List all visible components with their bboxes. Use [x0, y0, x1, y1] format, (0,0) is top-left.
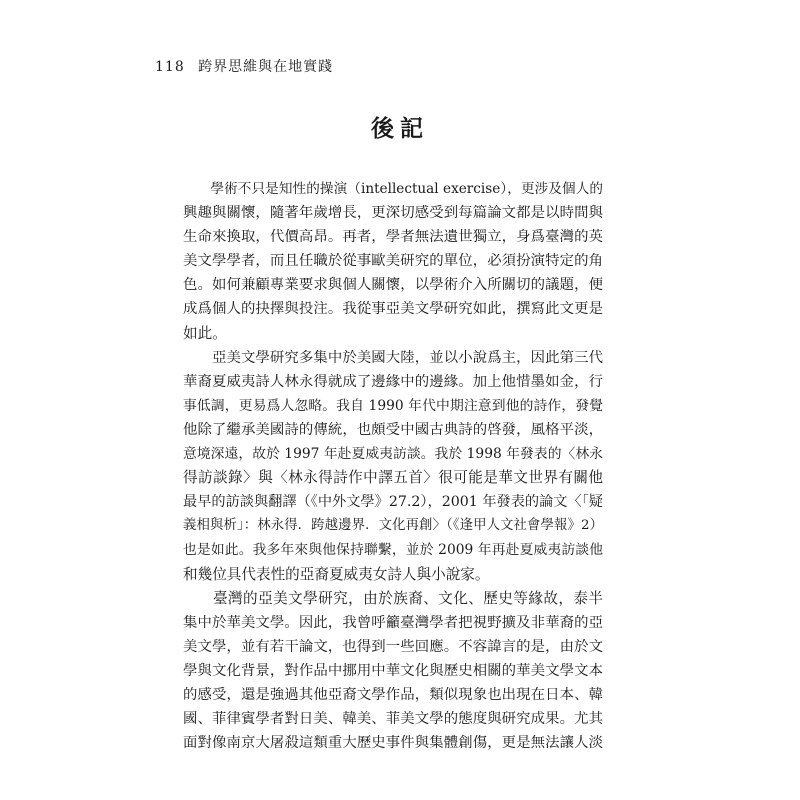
text-line: 成爲個人的抉擇與投注。我從事亞美文學研究如此，撰寫此文更是 [183, 301, 603, 318]
text-line: 集中於華美文學。因此，我曾呼籲臺灣學者把視野擴及非華裔的亞 [183, 614, 603, 631]
text-line: 如此。 [183, 324, 227, 342]
text-line: 興趣與關懷，隨著年歲增長，更深切感受到每篇論文都是以時間與 [183, 205, 603, 222]
book-title: 跨界思維與在地實踐 [198, 59, 334, 75]
text-line: 美文學學者，而且任職於從事歐美研究的單位，必須扮演特定的角 [183, 253, 603, 270]
text-line: 亞美文學研究多集中於美國大陸，並以小說爲主，因此第三代 [183, 349, 603, 366]
text-line: 的感受，還是強過其他亞裔文學作品，類似現象也出現在日本、韓 [183, 686, 603, 703]
running-header [155, 56, 333, 76]
text-line: 學術不只是知性的操演（intellectual exercise），更涉及個人的 [183, 181, 603, 197]
text-line: 生命來換取，代價高昂。再者，學者無法遺世獨立，身爲臺灣的英 [183, 229, 603, 246]
chapter-title: 後記 [371, 115, 429, 142]
text-line: 和幾位具代表性的亞裔夏威夷女詩人與小說家。 [183, 565, 490, 583]
text-line: 得訪談錄〉與〈林永得詩作中譯五首〉很可能是華文世界有關他 [183, 469, 603, 487]
text-line: 色。如何兼顧專業要求與個人關懷，以學術介入所關切的議題，便 [183, 277, 603, 294]
body-text [183, 177, 603, 755]
text-line: 美文學，並有若干論文，也得到一些回應。不容諱言的是，由於文 [183, 638, 603, 655]
text-line: 義相與析」：林永得．跨越邊界．文化再創〉（《逢甲人文社會學報》2） [183, 518, 603, 534]
text-line: 意境深遠，故於 1997 年赴夏威夷訪談。我於 1998 年發表的〈林永 [183, 446, 603, 463]
text-line: 臺灣的亞美文學研究，由於族裔、文化、歷史等緣故，泰半 [183, 589, 603, 607]
text-line: 他除了繼承美國詩的傳統，也頗受中國古典詩的啓發，風格平淡， [183, 421, 603, 438]
text-line: 面對像南京大屠殺這類重大歷史事件與集體創傷，更是無法讓人淡 [183, 735, 603, 752]
page-number: 118 [155, 59, 185, 75]
text-line: 華裔夏威夷詩人林永得就成了邊緣中的邊緣。加上他惜墨如金，行 [183, 373, 603, 390]
text-line: 事低調，更易爲人忽略。我自 1990 年代中期注意到他的詩作，發覺 [183, 397, 603, 414]
text-line: 也是如此。我多年來與他保持聯繫，並於 2009 年再赴夏威夷訪談他 [183, 542, 603, 559]
text-line: 學與文化背景，對作品中挪用中華文化與歷史相關的華美文學文本 [183, 662, 603, 679]
text-line: 最早的訪談與翻譯（《中外文學》27.2），2001 年發表的論文〈「疑 [183, 494, 603, 511]
text-line: 國、菲律賓學者對日美、韓美、菲美文學的態度與研究成果。尤其 [183, 711, 603, 728]
